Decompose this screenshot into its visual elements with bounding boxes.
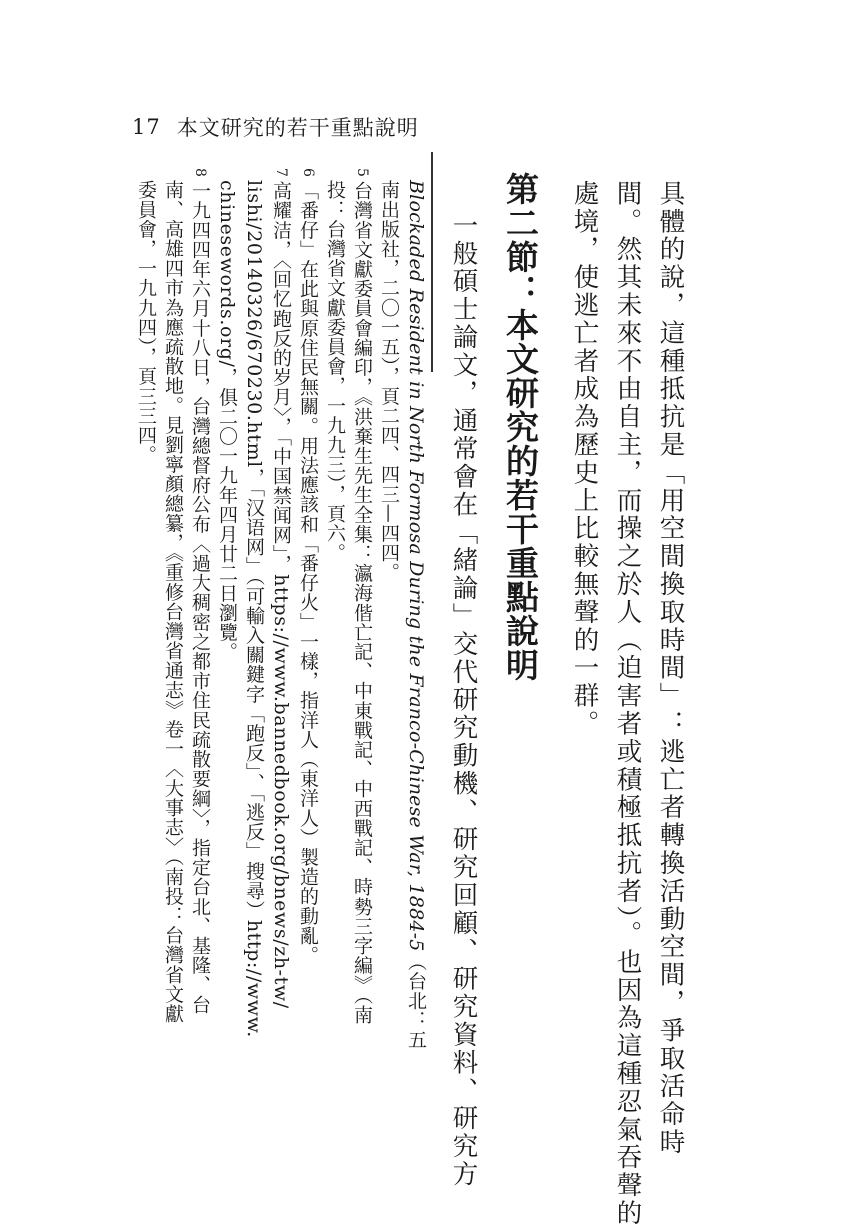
footnote-6-line-1 — [298, 168, 317, 965]
footnote-8-text: 一九四四年六月十八日，台灣總督府公布〈過大稠密之都市住民疏散要綱〉，指定台北、基隆、台 — [189, 180, 211, 1015]
footnote-8-line-1 — [190, 168, 209, 1014]
footnote-5-text: 台灣省文獻委員會編印，《洪棄生先生全集：瀛海偕亡記、中東戰記、中西戰記、時勢三字編》（南 — [351, 180, 373, 1025]
footnote-7-text: 高耀洁，〈回忆跑反的岁月〉，「中国禁闻网」，https://www.bannedbook.org/bnews/zh-tw/ — [270, 180, 292, 1009]
footnote-6-number: 6 — [300, 168, 316, 177]
footnote-4-continued-line-2: 南出版社，二〇一五），頁二四、四三—四四。 — [378, 180, 400, 583]
footnote-7-number: 7 — [273, 168, 289, 177]
footnote-7-line-2: lishi/20140326/670230.html，「汉语网」（可輸入關鍵字「跑反」、「逃反」搜尋）http://www. — [243, 180, 265, 1038]
footnote-8-line-3: 委員會，一九九四），頁三三四。 — [135, 180, 157, 465]
footnote-5-line-2: 投：台灣省文獻委員會，一九九三），頁六。 — [324, 180, 346, 563]
footnote-7-line-3: chinesewords.org/，俱二〇一九年四月廿二日瀏覽。 — [216, 180, 238, 662]
footnote-rule — [431, 152, 433, 372]
section-first-line: 一般碩士論文，通常會在「緒論」交代研究動機、研究回顧、研究資料、研究方 — [448, 212, 479, 1189]
body-text-line-3: 處境，使逃亡者成為歷史上比較無聲的一群。 — [569, 180, 600, 738]
section-heading: 第二節：本文研究的若干重點說明 — [501, 172, 540, 682]
footnote-4-continued-line-1 — [406, 180, 425, 1050]
footnote-4-book-title: Blockaded Resident in North Formosa During the Franco-Chinese War, 1884-5 — [405, 180, 427, 952]
page-number: 17 — [132, 115, 161, 139]
footnote-5-number: 5 — [354, 168, 370, 177]
running-head-title: 本文研究的若干重點說明 — [176, 116, 419, 140]
body-text-line-2: 間。然其未來不由自主，而操之於人（迫害者或積極抵抗者）。也因為這種忍氣吞聲的 — [612, 180, 643, 1227]
running-head — [132, 112, 419, 142]
body-text-line-1: 具體的說，這種抵抗是「用空間換取時間」：逃亡者轉換活動空間，爭取活命時 — [655, 180, 686, 1157]
footnote-7-line-1 — [271, 168, 290, 1009]
footnote-5-line-1 — [352, 168, 371, 1024]
footnote-8-number: 8 — [192, 168, 208, 177]
footnote-8-line-2: 南、高雄四市為應疏散地。見劉寧顏總纂，《重修台灣省通志》卷一〈大事志〉（南投：台灣省文獻 — [162, 180, 184, 1024]
footnote-6-text: 「番仔」在此與原住民無關。用法應該和「番仔火」一樣，指洋人（東洋人）製造的動亂。 — [297, 180, 319, 965]
footnote-4-publisher-start: （台北：五 — [405, 951, 427, 1050]
